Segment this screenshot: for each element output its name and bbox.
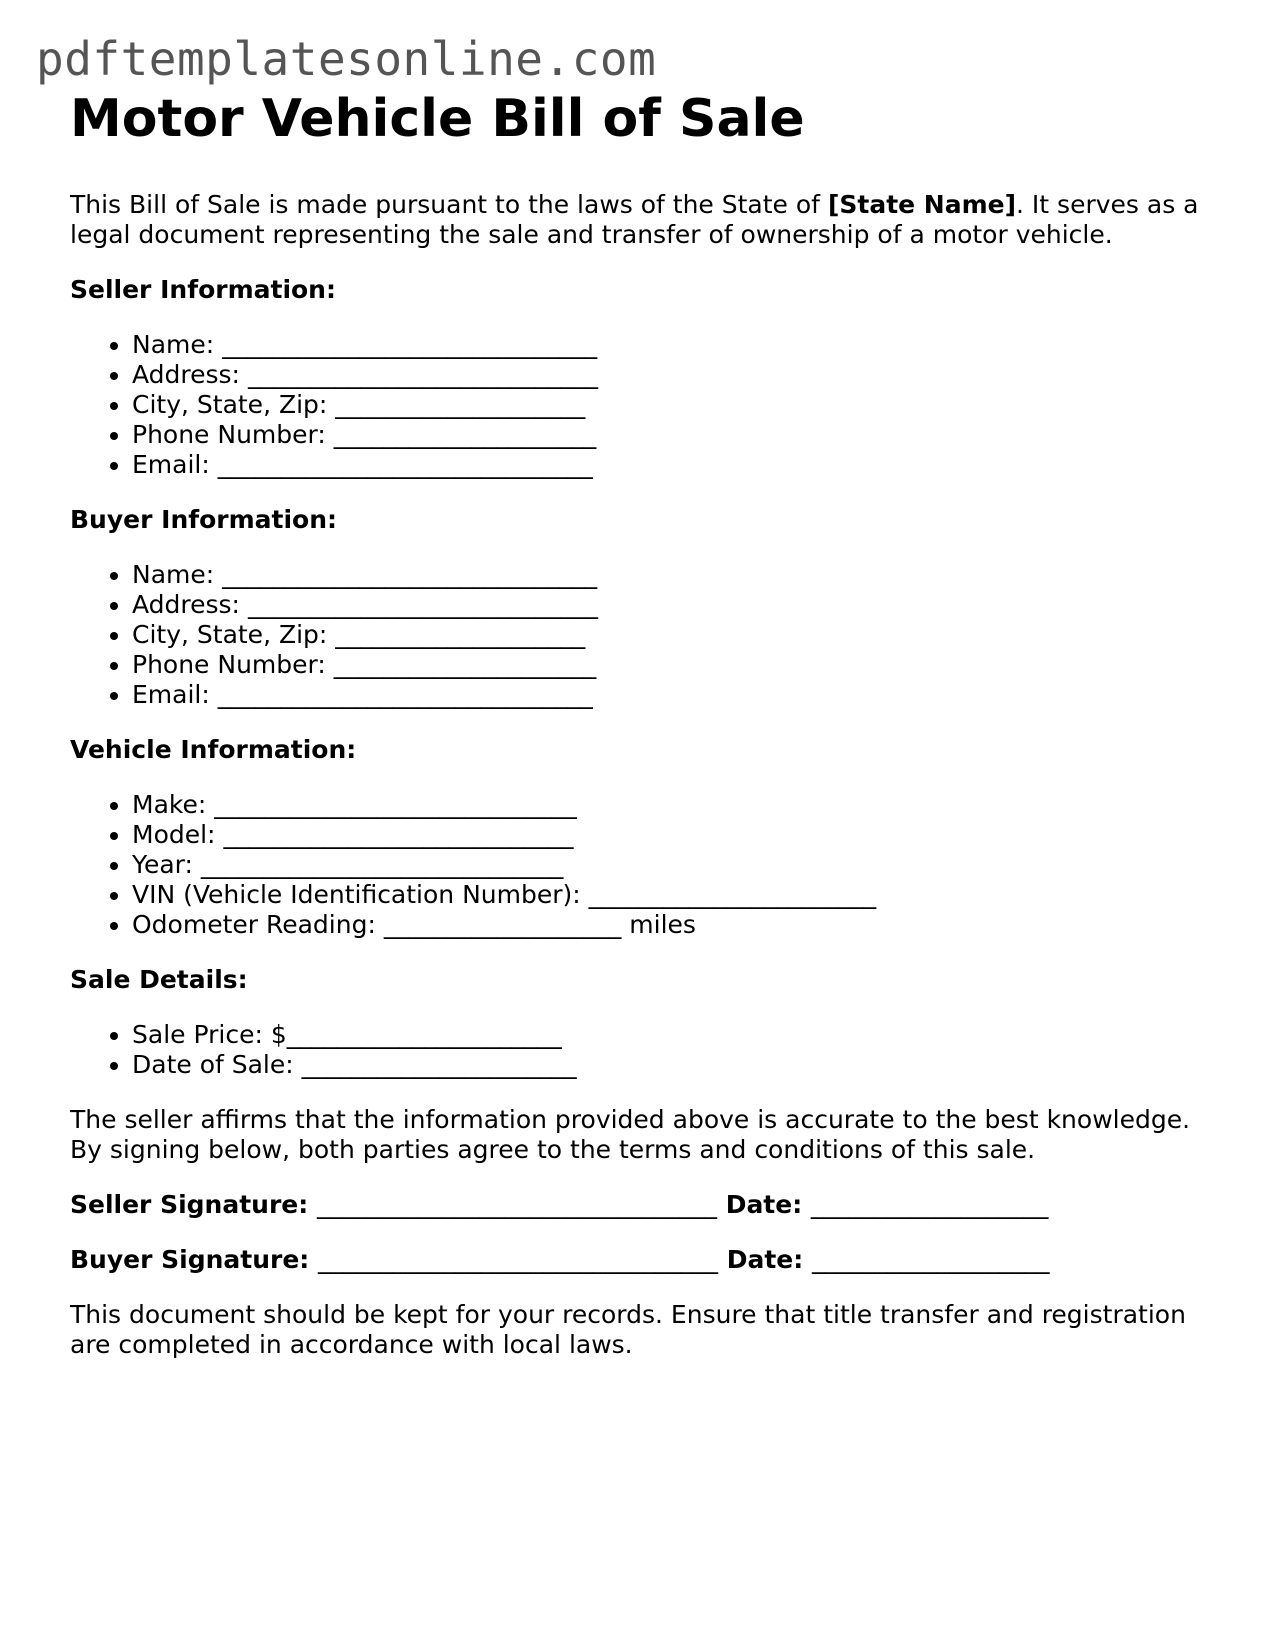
intro-paragraph: This Bill of Sale is made pursuant to the laws of the State of [State Name]. It serves as a legal document representing the sale and transfer of ownership of a motor vehicle. [70, 190, 1199, 249]
document-title: Motor Vehicle Bill of Sale [70, 89, 805, 149]
buyer-field-list [70, 560, 1210, 710]
state-name-placeholder[interactable]: [State Name] [827, 190, 1017, 219]
vehicle-make-field[interactable]: • Make: _____________________________ [132, 790, 1210, 820]
buyer-date-blank: ___________________ [811, 1245, 1050, 1274]
seller-address-field[interactable]: • Address: ____________________________ [132, 360, 1210, 390]
affirmation-paragraph: The seller affirms that the information provided above is accurate to the best knowledge. By signing below, both parties agree to the terms and conditions of this sale. [70, 1105, 1191, 1164]
vehicle-section-heading: Vehicle Information: [70, 735, 357, 764]
buyer-phone-field[interactable]: • Phone Number: _____________________ [132, 650, 1210, 680]
buyer-city-state-zip-field[interactable]: • City, State, Zip: ____________________ [132, 620, 1210, 650]
vehicle-odometer-field[interactable]: • Odometer Reading: ___________________ miles [132, 910, 1210, 940]
buyer-address-field[interactable]: • Address: ____________________________ [132, 590, 1210, 620]
watermark: pdftemplatesonline.com [36, 32, 657, 86]
seller-section-heading: Seller Information: [70, 275, 336, 304]
seller-signature-line[interactable]: Seller Signature: ________________________________ Date: ___________________ [70, 1190, 1049, 1219]
vehicle-year-field[interactable]: • Year: _____________________________ [132, 850, 1210, 880]
vehicle-field-list [70, 790, 1210, 940]
sale-field-list [70, 1020, 1210, 1080]
buyer-email-field[interactable]: • Email: ______________________________ [132, 680, 1210, 710]
vehicle-model-field[interactable]: • Model: ____________________________ [132, 820, 1210, 850]
seller-name-field[interactable]: • Name: ______________________________ [132, 330, 1210, 360]
vehicle-vin-field[interactable]: • VIN (Vehicle Identification Number): _______________________ [132, 880, 1210, 910]
seller-phone-field[interactable]: • Phone Number: _____________________ [132, 420, 1210, 450]
footer-paragraph: This document should be kept for your records. Ensure that title transfer and registration are completed in accordance with local laws. [70, 1300, 1186, 1359]
seller-signature-blank: ________________________________ [316, 1190, 717, 1219]
sale-price-field[interactable]: • Sale Price: $______________________ [132, 1020, 1210, 1050]
sale-section-heading: Sale Details: [70, 965, 248, 994]
buyer-signature-line[interactable]: Buyer Signature: ________________________________ Date: ___________________ [70, 1245, 1050, 1274]
buyer-name-field[interactable]: • Name: ______________________________ [132, 560, 1210, 590]
seller-field-list [70, 330, 1210, 480]
document-body [70, 88, 1210, 1360]
seller-city-state-zip-field[interactable]: • City, State, Zip: ____________________ [132, 390, 1210, 420]
seller-email-field[interactable]: • Email: ______________________________ [132, 450, 1210, 480]
buyer-section-heading: Buyer Information: [70, 505, 338, 534]
buyer-signature-blank: ________________________________ [318, 1245, 719, 1274]
sale-date-field[interactable]: • Date of Sale: ______________________ [132, 1050, 1210, 1080]
seller-date-blank: ___________________ [810, 1190, 1049, 1219]
